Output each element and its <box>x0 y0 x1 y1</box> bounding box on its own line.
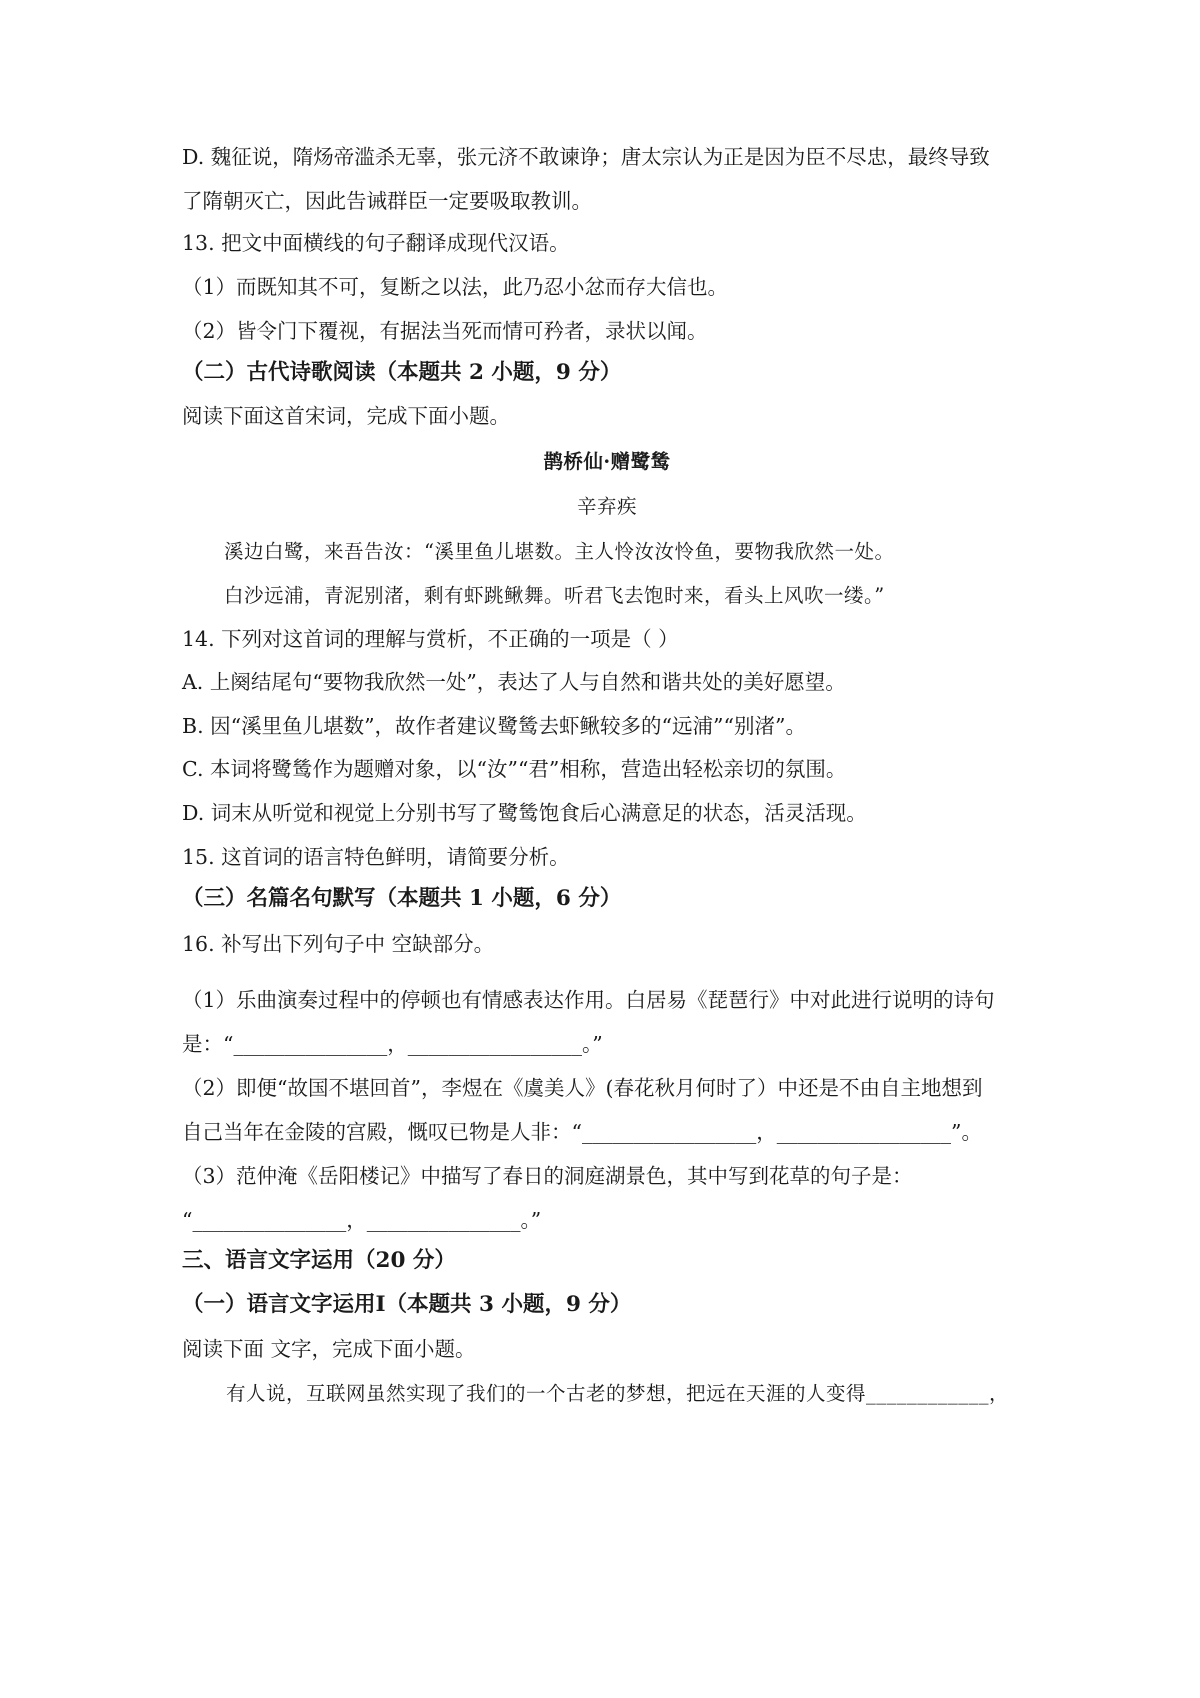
question-16-item-2-line-1: （2）即便“故国不堪回首”，李煜在《虞美人》(春花秋月何时了）中还是不由自主地想到 <box>182 1076 983 1100</box>
option-d-line-2: 了隋朝灭亡，因此告诫群臣一定要吸取教训。 <box>182 189 592 213</box>
question-16: 16. 补写出下列句子中 空缺部分。 <box>182 932 495 956</box>
poem-line-1: 溪边白鹭，来吾告汝：“溪里鱼儿堪数。主人怜汝汝怜鱼，要物我欣然一处。 <box>224 540 895 563</box>
passage-line-1: 有人说，互联网虽然实现了我们的一个古老的梦想，把远在天涯的人变得____________， <box>226 1382 1010 1405</box>
question-14-option-d: D. 词末从听觉和视觉上分别书写了鹭鸶饱食后心满意足的状态，活灵活现。 <box>182 801 867 825</box>
poem-author: 辛弃疾 <box>576 495 637 518</box>
question-14-option-c: C. 本词将鹭鸶作为题赠对象，以“汝”“君”相称，营造出轻松亲切的氛围。 <box>182 757 847 781</box>
question-14-option-a: A. 上阕结尾句“要物我欣然一处”，表达了人与自然和谐共处的美好愿望。 <box>182 670 846 694</box>
option-d-line-1: D. 魏征说，隋炀帝滥杀无辜，张元济不敢谏诤；唐太宗认为正是因为臣不尽忠，最终导致 <box>182 145 990 169</box>
reading-instruction: 阅读下面 文字，完成下面小题。 <box>182 1337 476 1361</box>
question-13-item-2: （2）皆令门下覆视，有据法当死而情可矜者，录状以闻。 <box>182 319 708 343</box>
section-heading-poetry: （二）古代诗歌阅读（本题共 2 小题，9 分） <box>182 360 622 385</box>
question-16-item-1-line-2: 是：“_______________，_________________。” <box>182 1032 603 1056</box>
subsection-heading-language-use-1: （一）语言文字运用Ⅰ（本题共 3 小题，9 分） <box>182 1292 632 1317</box>
poetry-instruction: 阅读下面这首宋词，完成下面小题。 <box>182 404 510 428</box>
question-13: 13. 把文中面横线的句子翻译成现代汉语。 <box>182 231 570 255</box>
question-15: 15. 这首词的语言特色鲜明，请简要分析。 <box>182 845 570 869</box>
question-16-item-2-line-2: 自己当年在金陵的宫殿，慨叹已物是人非：“_________________，_________________”。 <box>182 1120 982 1144</box>
question-16-item-1-line-1: （1）乐曲演奏过程中的停顿也有情感表达作用。白居易《琵琶行》中对此进行说明的诗句 <box>182 988 995 1012</box>
section-heading-recitation: （三）名篇名句默写（本题共 1 小题，6 分） <box>182 886 622 911</box>
question-13-item-1: （1）而既知其不可，复断之以法，此乃忍小忿而存大信也。 <box>182 275 729 299</box>
section-heading-language-use: 三、语言文字运用（20 分） <box>182 1248 456 1273</box>
question-16-item-3-line-2: “_______________，_______________。” <box>182 1208 542 1232</box>
question-14: 14. 下列对这首词的理解与赏析，不正确的一项是（ ） <box>182 627 679 651</box>
question-16-item-3-line-1: （3）范仲淹《岳阳楼记》中描写了春日的洞庭湖景色，其中写到花草的句子是： <box>182 1164 913 1188</box>
poem-line-2: 白沙远浦，青泥别渚，剩有虾跳鳅舞。听君飞去饱时来，看头上风吹一缕。” <box>224 584 885 607</box>
question-14-option-b: B. 因“溪里鱼儿堪数”，故作者建议鹭鸶去虾鳅较多的“远浦”“别渚”。 <box>182 714 806 738</box>
poem-title: 鹊桥仙·赠鹭鸶 <box>543 450 671 473</box>
